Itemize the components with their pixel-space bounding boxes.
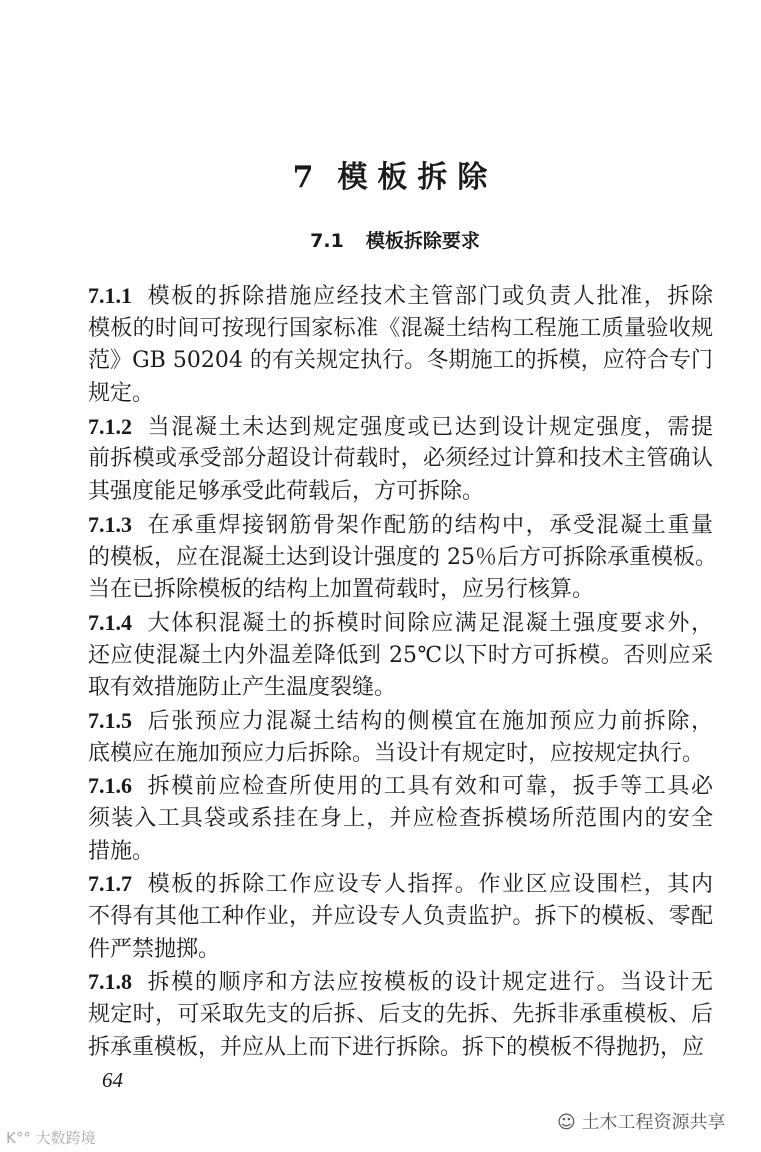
clause-text: 拆模前应检查所使用的工具有效和可靠，扳手等工具必 — [146, 774, 713, 800]
section-title-text: 模板拆除要求 — [365, 230, 480, 252]
text-line — [88, 803, 713, 836]
clause-text: 还应使混凝土内外温差降低到 25℃以下时方可拆模。否则应采 — [88, 642, 713, 668]
text-line — [88, 770, 713, 803]
clause-text: 拆承重模板，并应从上而下进行拆除。拆下的模板不得抛扔，应 — [88, 1034, 705, 1060]
clause — [88, 966, 713, 1064]
clause-text: 规定。 — [88, 381, 155, 407]
clause-text: 规定时，可采取先支的后拆、后支的先拆、先拆非承重模板、后 — [88, 1002, 713, 1028]
section-number: 7.1 — [310, 230, 344, 252]
clause — [88, 607, 713, 705]
text-line — [88, 640, 713, 673]
clause-number: 7.1.3 — [88, 511, 132, 537]
clause-text: 取有效措施防止产生温度裂缝。 — [88, 675, 397, 701]
text-line — [88, 313, 713, 346]
clause — [88, 411, 713, 509]
text-line — [88, 443, 713, 476]
clause — [88, 509, 717, 607]
text-line — [88, 378, 713, 411]
wechat-icon: ☺ — [557, 1112, 582, 1133]
clause-number: 7.1.1 — [88, 283, 132, 308]
text-line — [88, 966, 713, 999]
clause — [88, 770, 713, 868]
text-line — [88, 542, 717, 575]
text-line — [88, 411, 713, 444]
clause-number: 7.1.8 — [88, 969, 132, 995]
text-line — [88, 476, 713, 509]
clause — [88, 705, 713, 770]
text-line — [88, 868, 713, 901]
clause-text: 当在已拆除模板的结构上加置荷载时，应另行核算。 — [88, 577, 595, 603]
clause-text: 须装入工具袋或系挂在身上，并应检查拆模场所范围内的安全 — [88, 806, 713, 831]
text-line — [88, 345, 713, 378]
text-line — [88, 1032, 713, 1065]
clause-number: 7.1.2 — [88, 413, 132, 439]
text-line — [88, 705, 713, 738]
page-number: 64 — [102, 1068, 123, 1092]
clause-text: 的模板，应在混凝土达到设计强度的 25％后方可拆除承重模板。 — [88, 544, 717, 570]
clause-number: 7.1.6 — [88, 773, 132, 799]
section-title — [0, 226, 761, 253]
clause-text: 当混凝土未达到规定强度或已达到设计规定强度，需提 — [146, 414, 713, 440]
clause-text: 模板的时间可按现行国家标准《混凝土结构工程施工质量验收规 — [88, 315, 713, 341]
clause-number: 7.1.7 — [88, 871, 132, 897]
clause — [88, 280, 713, 411]
clause-text: 措施。 — [88, 838, 155, 864]
text-line — [88, 607, 713, 640]
clause-text: 其强度能足够承受此荷载后，方可拆除。 — [88, 479, 485, 505]
text-line — [88, 672, 713, 705]
text-line — [88, 509, 713, 542]
chapter-title — [0, 152, 761, 196]
logo-icon: K°° — [6, 1129, 36, 1147]
clauses-body — [88, 280, 717, 1065]
clause-text: 底模应在施加预应力后拆除。当设计有规定时，应按规定执行。 — [88, 740, 705, 766]
chapter-title-text: 模板拆除 — [337, 160, 498, 195]
clause-text: 模板的拆除措施应经技术主管部门或负责人批准，拆除 — [146, 284, 713, 309]
clause-number: 7.1.4 — [88, 609, 132, 635]
clause — [88, 868, 713, 966]
clause-text: 不得有其他工种作业，并应设专人负责监护。拆下的模板、零配 — [88, 904, 713, 930]
text-line — [88, 574, 713, 607]
text-line — [88, 901, 713, 934]
clause-text: 后张预应力混凝土结构的侧模宜在施加预应力前拆除， — [146, 708, 713, 734]
clause-text: 件严禁抛掷。 — [88, 936, 221, 962]
chapter-number: 7 — [292, 160, 324, 195]
text-line — [88, 999, 713, 1032]
text-line — [88, 280, 713, 313]
clause-text: 在承重焊接钢筋骨架作配筋的结构中，承受混凝土重量 — [146, 512, 713, 538]
clause-text: 拆模的顺序和方法应按模板的设计规定进行。当设计无 — [146, 970, 713, 996]
clause-text: 模板的拆除工作应设专人指挥。作业区应设围栏，其内 — [146, 872, 713, 898]
text-line — [88, 934, 713, 967]
text-line — [88, 738, 713, 771]
clause-text: 前拆模或承受部分超设计荷载时，必须经过计算和技术主管确认 — [88, 446, 713, 472]
corner-watermark: K°° 大数跨境 — [6, 1129, 96, 1147]
clause-text: 大体积混凝土的拆模时间除应满足混凝土强度要求外， — [146, 610, 713, 636]
clause-text: 范》GB 50204 的有关规定执行。冬期施工的拆模，应符合专门 — [88, 348, 713, 374]
clause-number: 7.1.5 — [88, 707, 132, 733]
text-line — [88, 836, 713, 869]
wechat-watermark: ☺ 土木工程资源共享 — [557, 1112, 726, 1133]
